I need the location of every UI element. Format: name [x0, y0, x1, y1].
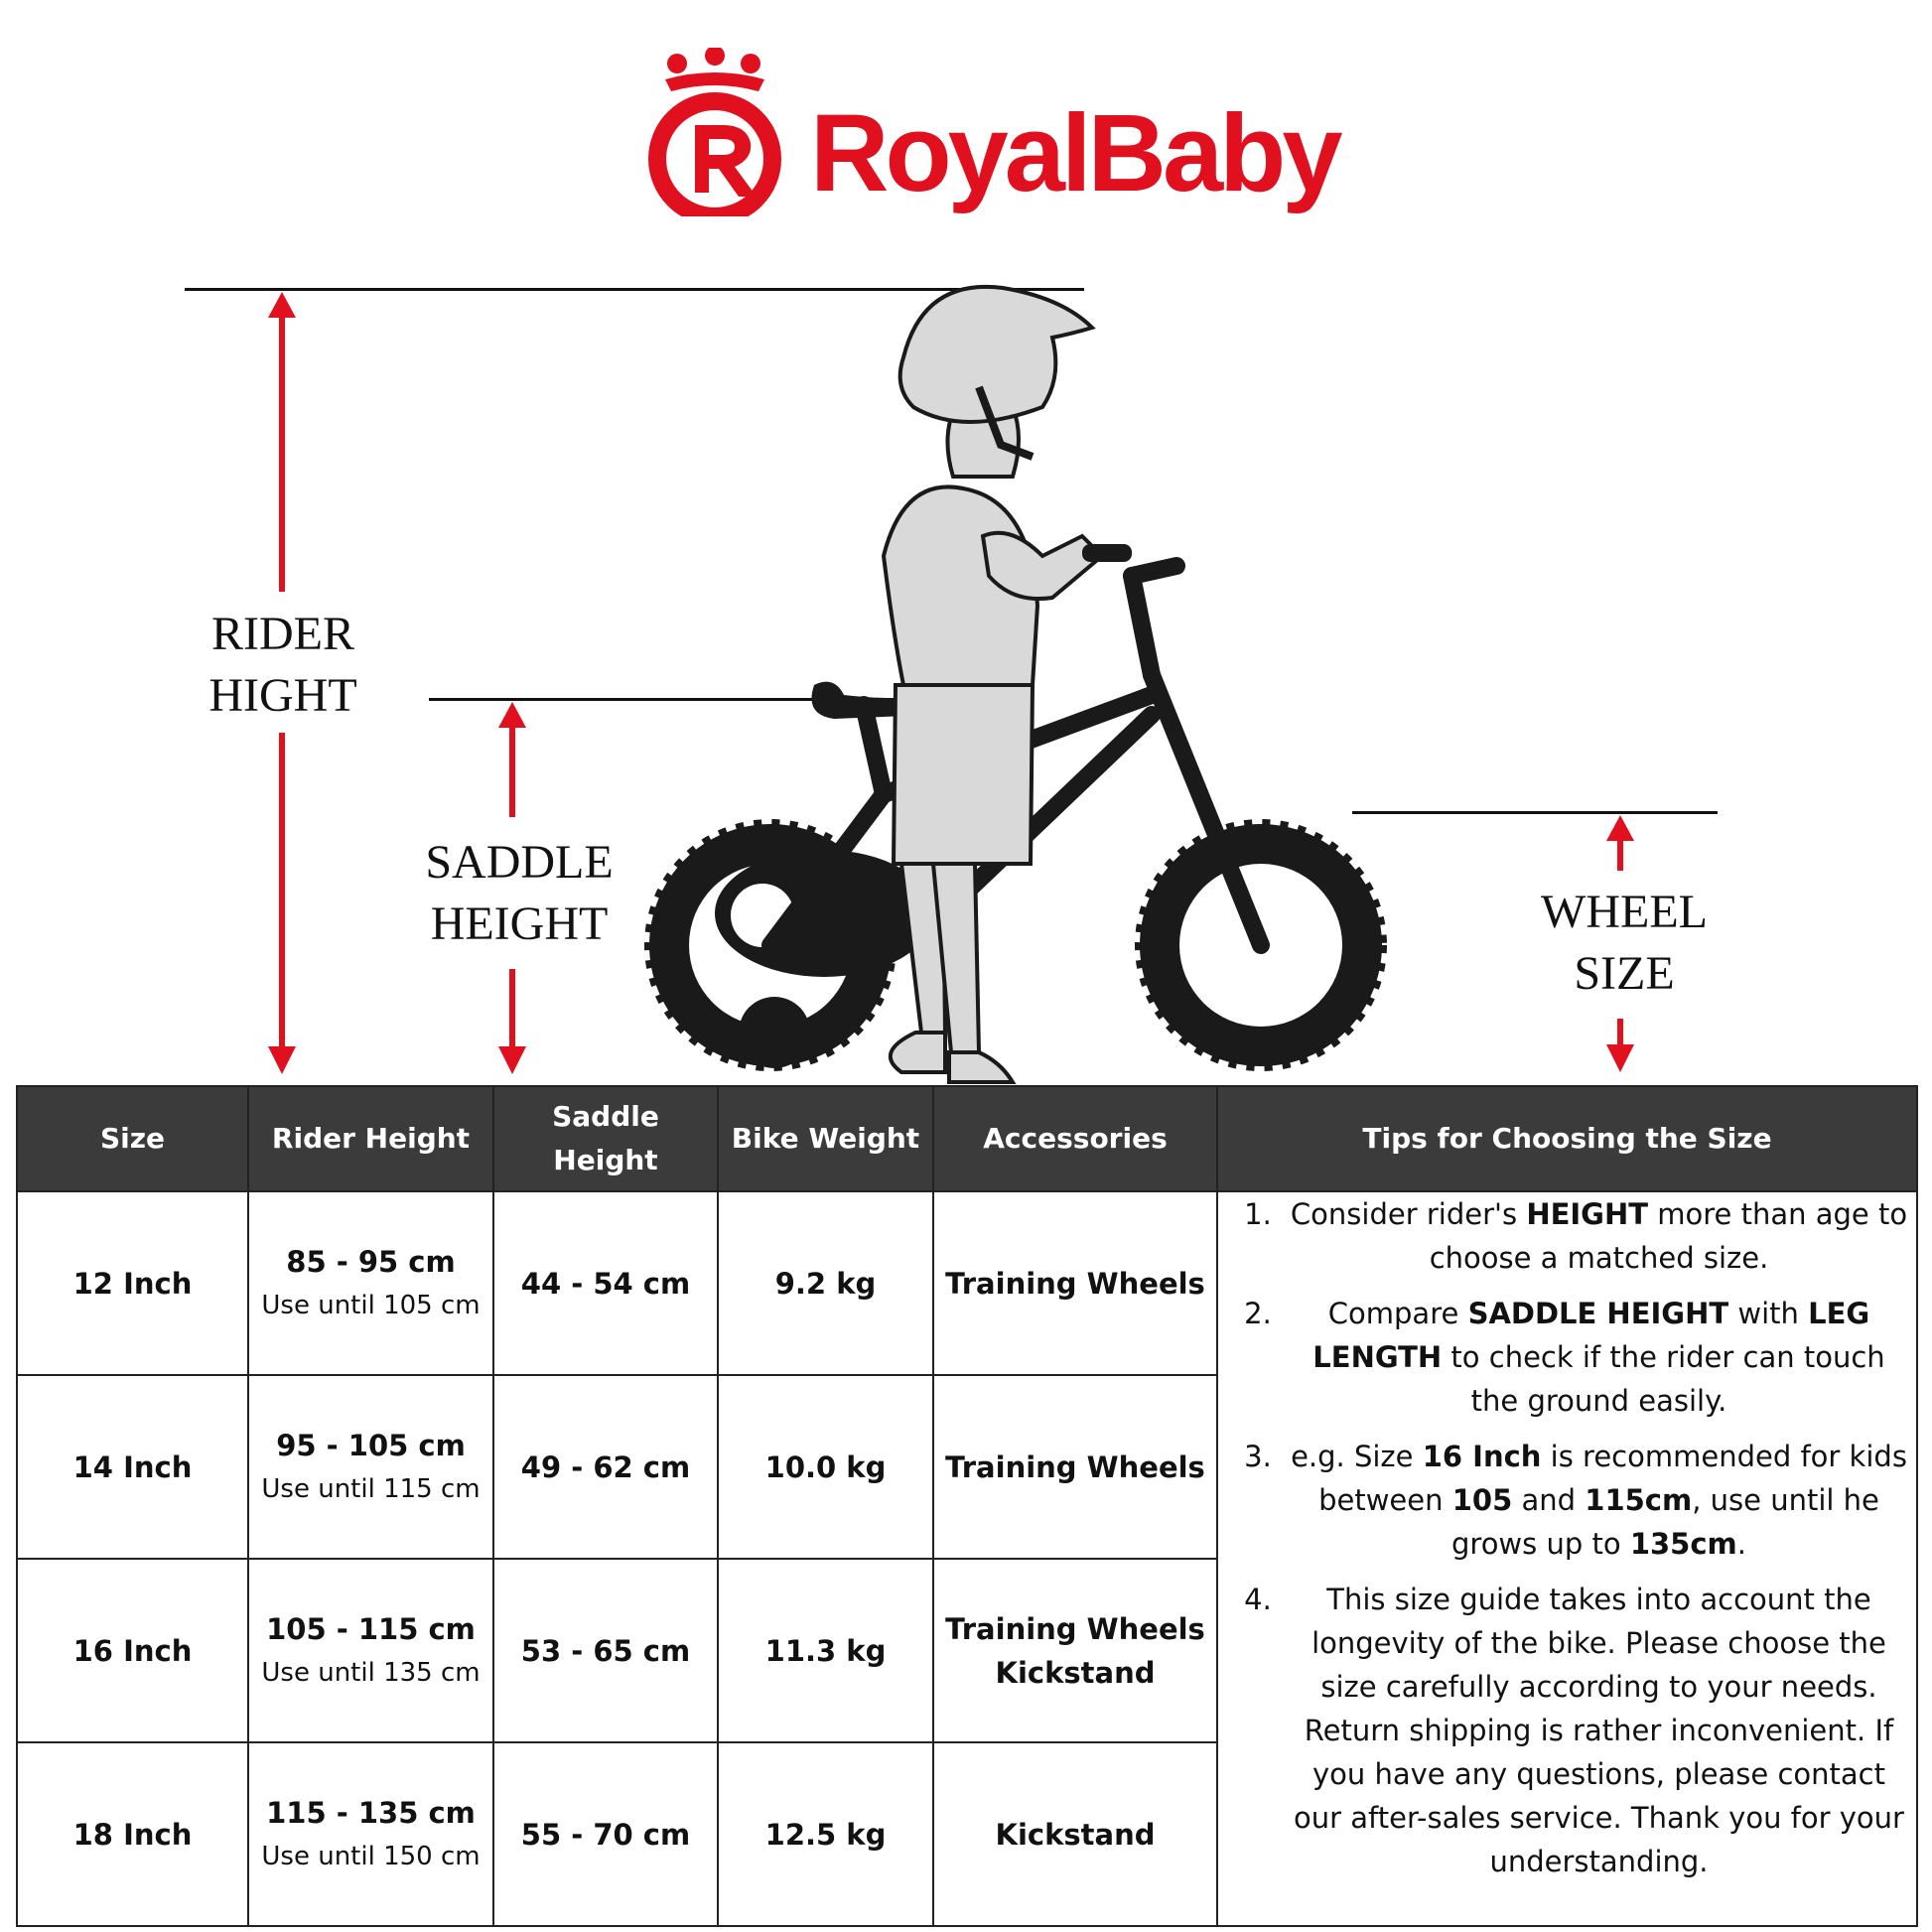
- rider-height-value: 115 - 135 cm: [266, 1795, 476, 1830]
- brand-name: RoyalBaby: [810, 92, 1339, 214]
- tip-text: Compare SADDLE HEIGHT with LEG LENGTH to check if the rider can touch the ground easily.: [1312, 1297, 1885, 1418]
- cell-bike-weight: [718, 1375, 933, 1559]
- size-value: 18 Inch: [72, 1817, 193, 1852]
- cell-bike-weight: [718, 1742, 933, 1926]
- use-until-value: Use until 115 cm: [261, 1473, 481, 1504]
- cell-accessories: [933, 1375, 1217, 1559]
- cell-rider-height: [248, 1375, 493, 1559]
- tip-item: [1226, 1435, 1908, 1566]
- saddle-height-value: 49 - 62 cm: [520, 1449, 691, 1484]
- child-rider-icon: [884, 287, 1102, 1082]
- saddle-label-line2: HEIGHT: [430, 897, 609, 950]
- saddle-height-value: 44 - 54 cm: [520, 1266, 691, 1301]
- use-until-value: Use until 135 cm: [261, 1657, 481, 1688]
- rider-height-value: 95 - 105 cm: [276, 1428, 466, 1462]
- header-bike-weight: Bike Weight: [718, 1086, 933, 1191]
- rider-height-label: [179, 604, 387, 727]
- use-until-value: Use until 105 cm: [261, 1290, 481, 1320]
- wheel-label-line2: SIZE: [1574, 947, 1675, 1000]
- cell-rider-height: [248, 1559, 493, 1742]
- tips-cell: [1217, 1191, 1917, 1926]
- cell-saddle-height: [493, 1559, 718, 1742]
- rider-label-line2: HIGHT: [208, 669, 357, 722]
- tip-text: e.g. Size 16 Inch is recommended for kids between 105 and 115cm, use until he grows up to 135cm.: [1291, 1440, 1907, 1561]
- rider-height-arrow-down-icon: [266, 733, 298, 1076]
- table-header-row: [17, 1086, 1917, 1191]
- cell-accessories: [933, 1559, 1217, 1742]
- tips-list: [1226, 1192, 1908, 1883]
- cell-rider-height: [248, 1742, 493, 1926]
- rider-height-value: 85 - 95 cm: [286, 1244, 456, 1279]
- saddle-height-arrow-up-icon: [496, 700, 528, 819]
- wheel-size-label: [1525, 882, 1724, 1005]
- size-value: 16 Inch: [72, 1633, 193, 1668]
- size-value: 12 Inch: [72, 1266, 193, 1301]
- child-on-bike-illustration: [635, 278, 1410, 1092]
- wheel-size-arrow-down-icon: [1604, 1019, 1636, 1074]
- rider-height-value: 105 - 115 cm: [266, 1611, 476, 1646]
- training-wheel-icon: [739, 997, 810, 1068]
- accessory-value: Training Wheels: [945, 1611, 1205, 1646]
- tip-text: This size guide takes into account the longevity of the bike. Please choose the size carefully according to your needs. Return shipping is rather inconvenient. If you have any questions, please contact our after-sales service. Thank you for your understanding.: [1294, 1583, 1904, 1878]
- accessory-value: Kickstand: [995, 1655, 1156, 1690]
- cell-saddle-height: [493, 1742, 718, 1926]
- cell-bike-weight: [718, 1559, 933, 1742]
- tip-number: 2.: [1244, 1297, 1272, 1330]
- cell-rider-height: [248, 1191, 493, 1375]
- cell-size: [17, 1559, 248, 1742]
- size-value: 14 Inch: [72, 1449, 193, 1484]
- header-saddle-height: Saddle Height: [493, 1086, 718, 1191]
- tip-number: 4.: [1244, 1583, 1272, 1616]
- brand-logo: [643, 48, 1338, 216]
- tip-number: 3.: [1244, 1440, 1272, 1473]
- cell-accessories: [933, 1742, 1217, 1926]
- cell-bike-weight: [718, 1191, 933, 1375]
- wheel-size-arrow-up-icon: [1604, 813, 1636, 873]
- saddle-height-label: [405, 832, 633, 955]
- cell-size: [17, 1742, 248, 1926]
- crown-r-emblem-icon: [643, 48, 792, 216]
- rider-height-arrow-up-icon: [266, 290, 298, 594]
- saddle-height-value: 53 - 65 cm: [520, 1633, 691, 1668]
- header-accessories: Accessories: [933, 1086, 1217, 1191]
- cell-saddle-height: [493, 1375, 718, 1559]
- saddle-height-arrow-down-icon: [496, 969, 528, 1076]
- accessory-value: Training Wheels: [945, 1266, 1205, 1301]
- header-size: Size: [17, 1086, 248, 1191]
- use-until-value: Use until 150 cm: [261, 1841, 481, 1871]
- bike-weight-value: 9.2 kg: [774, 1266, 877, 1301]
- cell-size: [17, 1191, 248, 1375]
- bike-weight-value: 11.3 kg: [764, 1633, 887, 1668]
- cell-accessories: [933, 1191, 1217, 1375]
- accessory-value: Kickstand: [995, 1817, 1156, 1852]
- header-tips: Tips for Choosing the Size: [1217, 1086, 1917, 1191]
- cell-saddle-height: [493, 1191, 718, 1375]
- bike-weight-value: 10.0 kg: [764, 1449, 887, 1484]
- table-row: [17, 1191, 1917, 1375]
- wheel-label-line1: WHEEL: [1541, 886, 1708, 938]
- tip-item: [1226, 1292, 1908, 1423]
- header-rider-height: Rider Height: [248, 1086, 493, 1191]
- saddle-height-value: 55 - 70 cm: [520, 1817, 691, 1852]
- cell-size: [17, 1375, 248, 1559]
- saddle-label-line1: SADDLE: [425, 836, 614, 889]
- tip-item: [1226, 1192, 1908, 1280]
- rider-label-line1: RIDER: [211, 608, 354, 660]
- bike-weight-value: 12.5 kg: [764, 1817, 887, 1852]
- tip-number: 1.: [1244, 1197, 1272, 1231]
- tip-text: Consider rider's HEIGHT more than age to choose a matched size.: [1290, 1197, 1908, 1275]
- tip-item: [1226, 1578, 1908, 1883]
- accessory-value: Training Wheels: [945, 1449, 1205, 1484]
- size-guide-table: [16, 1085, 1918, 1927]
